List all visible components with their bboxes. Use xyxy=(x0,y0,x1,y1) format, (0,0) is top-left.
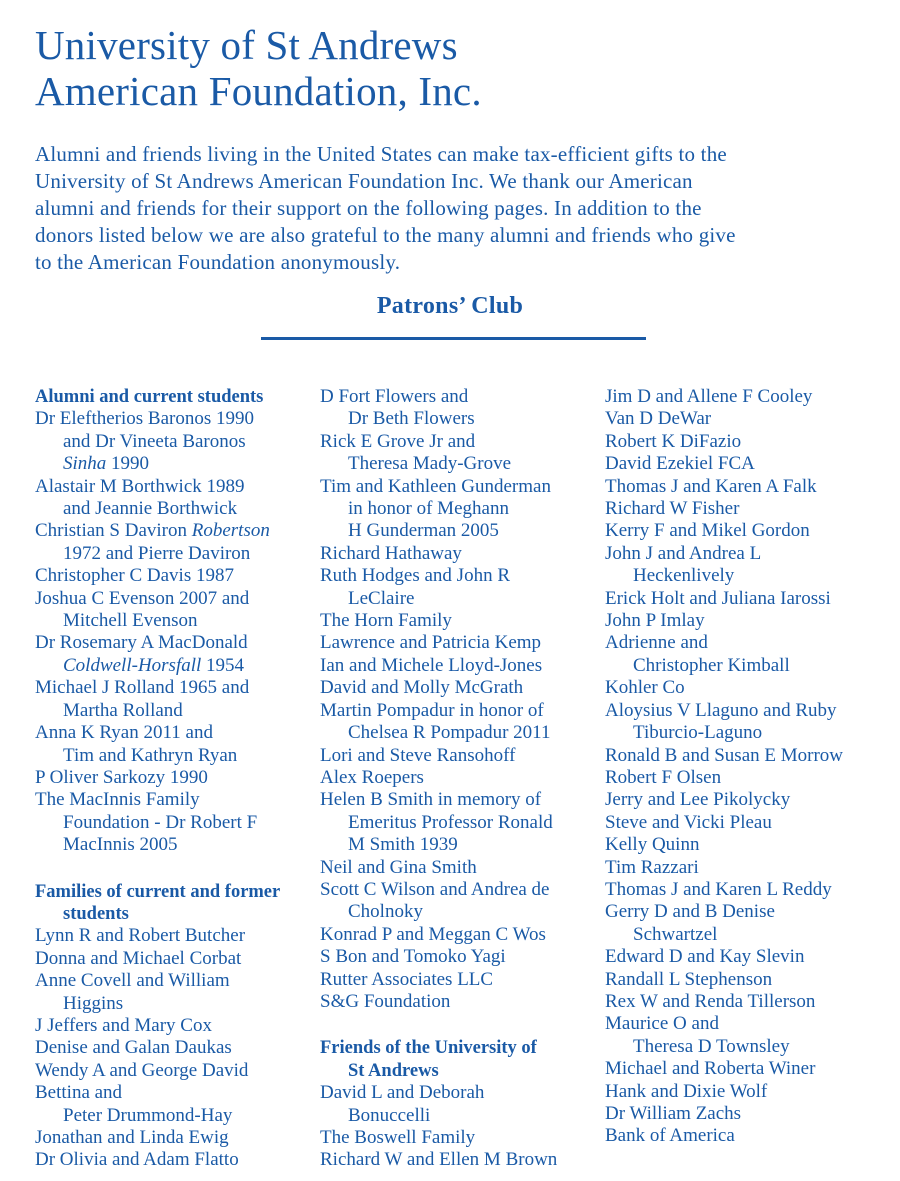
text-segment: David L and Deborah xyxy=(320,1082,485,1104)
text-segment: Bonuccelli xyxy=(348,1104,431,1126)
text-segment: Rutter Associates LLC xyxy=(320,968,494,990)
donor-entry xyxy=(605,834,890,856)
donor-entry xyxy=(605,1058,890,1080)
text-segment: Higgins xyxy=(63,992,124,1014)
donor-entry xyxy=(605,1013,890,1058)
text-segment: Lynn R and Robert Butcher xyxy=(35,925,246,947)
text-segment: Dr Eleftherios Baronos 1990 xyxy=(35,408,254,430)
text-segment: Robert F Olsen xyxy=(605,766,722,788)
text-line xyxy=(320,924,605,946)
text-line xyxy=(320,498,605,520)
donor-column-2 xyxy=(320,386,605,1172)
text-segment: Jim D and Allene F Cooley xyxy=(605,386,813,407)
donor-entry xyxy=(605,677,890,699)
donor-entry xyxy=(320,924,605,946)
text-line xyxy=(605,745,890,767)
donor-entry xyxy=(35,476,320,521)
donor-entry xyxy=(35,1127,320,1149)
text-segment: Donna and Michael Corbat xyxy=(35,947,242,969)
text-segment: The MacInnis Family xyxy=(35,789,200,811)
donor-entry xyxy=(35,948,320,970)
text-line xyxy=(320,610,605,632)
intro-paragraph xyxy=(35,141,736,276)
text-segment: Thomas J and Karen L Reddy xyxy=(605,878,832,900)
text-line xyxy=(605,812,890,834)
text-segment: Van D DeWar xyxy=(605,408,712,430)
text-segment: Kohler Co xyxy=(605,677,685,699)
donor-entry xyxy=(605,498,890,520)
donor-entry xyxy=(320,789,605,856)
text-line xyxy=(605,1081,890,1103)
group-spacer xyxy=(35,857,320,881)
group-header xyxy=(35,386,320,408)
text-line xyxy=(35,948,320,970)
donor-entry xyxy=(605,588,890,610)
text-line xyxy=(605,700,890,722)
donor-entry xyxy=(320,1149,605,1171)
text-segment: Dr Olivia and Adam Flatto xyxy=(35,1149,239,1171)
donor-entry xyxy=(605,453,890,475)
donor-entry xyxy=(320,431,605,476)
text-segment: Lori and Steve Ransohoff xyxy=(320,744,516,766)
text-line xyxy=(605,789,890,811)
donor-entry xyxy=(35,925,320,947)
donor-entry xyxy=(35,767,320,789)
text-line xyxy=(605,610,890,632)
title-line: University of St Andrews xyxy=(35,22,458,68)
donor-entry xyxy=(605,789,890,811)
text-line xyxy=(320,700,605,722)
text-line xyxy=(35,543,320,565)
text-segment: D Fort Flowers and xyxy=(320,386,469,407)
text-segment: Christian S Daviron xyxy=(35,520,192,542)
text-line xyxy=(35,1105,320,1127)
text-line xyxy=(605,476,890,498)
donor-entry xyxy=(320,1082,605,1127)
text-segment: Hank and Dixie Wolf xyxy=(605,1080,768,1102)
donor-entry xyxy=(320,879,605,924)
text-segment: Maurice O and xyxy=(605,1013,719,1035)
text-line xyxy=(605,857,890,879)
text-line xyxy=(320,1060,605,1082)
text-line xyxy=(35,610,320,632)
donor-entry xyxy=(320,1127,605,1149)
text-line xyxy=(35,925,320,947)
text-line xyxy=(35,453,320,475)
donor-entry xyxy=(320,543,605,565)
text-segment: Dr Beth Flowers xyxy=(348,408,475,430)
text-line xyxy=(35,745,320,767)
intro-line: alumni and friends for their support on the following pages. In addition to the xyxy=(35,196,702,220)
text-line xyxy=(35,700,320,722)
text-segment: 1954 xyxy=(201,654,245,676)
donor-entry xyxy=(35,565,320,587)
text-line xyxy=(320,632,605,654)
text-segment: Christopher Kimball xyxy=(633,654,790,676)
donor-entry xyxy=(35,1149,320,1171)
text-segment: H Gunderman 2005 xyxy=(348,520,499,542)
donor-entry xyxy=(320,857,605,879)
text-line xyxy=(605,408,890,430)
text-segment: MacInnis 2005 xyxy=(63,834,178,856)
text-segment: Alumni and current students xyxy=(35,387,264,407)
donor-column-3 xyxy=(605,386,890,1172)
group-header xyxy=(35,881,320,926)
text-line xyxy=(320,969,605,991)
text-segment: Heckenlively xyxy=(633,565,735,587)
text-line xyxy=(320,588,605,610)
donor-entry xyxy=(35,1037,320,1059)
text-segment: Martha Rolland xyxy=(63,699,183,721)
donor-entry xyxy=(605,857,890,879)
text-line xyxy=(605,1013,890,1035)
donor-entry xyxy=(35,588,320,633)
donor-entry xyxy=(320,969,605,991)
donor-entry xyxy=(35,632,320,677)
donor-entry xyxy=(320,386,605,431)
donor-entry xyxy=(35,1060,320,1082)
text-segment: Christopher C Davis 1987 xyxy=(35,565,234,587)
text-line xyxy=(605,767,890,789)
text-segment: Families of current and former xyxy=(35,881,281,902)
text-segment: Michael J Rolland 1965 and xyxy=(35,677,250,699)
text-line xyxy=(320,386,605,408)
text-segment: Edward D and Kay Slevin xyxy=(605,946,805,968)
donor-entry xyxy=(605,520,890,542)
text-line xyxy=(35,498,320,520)
text-segment: David and Molly McGrath xyxy=(320,677,524,699)
donor-entry xyxy=(320,700,605,745)
text-segment: Rex W and Renda Tillerson xyxy=(605,990,816,1012)
text-line xyxy=(605,722,890,744)
text-line xyxy=(605,901,890,923)
text-segment: Jonathan and Linda Ewig xyxy=(35,1127,229,1148)
text-segment: 1990 xyxy=(106,453,150,475)
text-line xyxy=(320,476,605,498)
text-segment: Adrienne and xyxy=(605,632,708,654)
text-line xyxy=(605,991,890,1013)
text-line xyxy=(320,520,605,542)
text-segment: St Andrews xyxy=(348,1060,439,1081)
text-segment: Ruth Hodges and John R xyxy=(320,565,510,587)
text-segment: Gerry D and B Denise xyxy=(605,901,775,923)
text-line xyxy=(320,1105,605,1127)
text-line xyxy=(35,1015,320,1037)
text-segment: Aloysius V Llaguno and Ruby xyxy=(605,699,837,721)
text-segment: Robert K DiFazio xyxy=(605,430,742,452)
text-line xyxy=(35,970,320,992)
text-line xyxy=(320,767,605,789)
text-segment: Dr Rosemary A MacDonald xyxy=(35,632,248,654)
donor-entry xyxy=(605,745,890,767)
text-line xyxy=(320,1149,605,1171)
text-line xyxy=(605,834,890,856)
donor-entry xyxy=(35,677,320,722)
donor-entry xyxy=(320,476,605,543)
text-segment: Tiburcio-Laguno xyxy=(633,722,763,744)
text-segment: Lawrence and Patricia Kemp xyxy=(320,632,542,654)
text-segment: Martin Pompadur in honor of xyxy=(320,699,544,721)
text-line xyxy=(605,879,890,901)
text-segment: 1972 and Pierre Daviron xyxy=(63,542,251,564)
intro-line: to the American Foundation anonymously. xyxy=(35,250,401,274)
text-segment: P Oliver Sarkozy 1990 xyxy=(35,766,208,788)
text-line xyxy=(320,565,605,587)
heading-rule xyxy=(261,337,646,340)
text-segment: Anne Covell and William xyxy=(35,970,230,992)
text-line xyxy=(320,1082,605,1104)
text-segment: Denise and Galan Daukas xyxy=(35,1037,232,1059)
donor-entry xyxy=(605,969,890,991)
text-segment: and Jeannie Borthwick xyxy=(63,498,238,520)
text-line xyxy=(35,386,320,408)
text-line xyxy=(320,1037,605,1059)
text-segment: Steve and Vicki Pleau xyxy=(605,811,772,833)
donor-entry xyxy=(320,632,605,654)
text-segment: Tim Razzari xyxy=(605,856,699,878)
donor-entry xyxy=(605,476,890,498)
donor-entry xyxy=(605,632,890,677)
group-spacer xyxy=(320,1013,605,1037)
text-line xyxy=(605,565,890,587)
text-segment: The Boswell Family xyxy=(320,1127,476,1148)
donor-column-1 xyxy=(35,386,320,1172)
text-line xyxy=(320,857,605,879)
donor-columns xyxy=(35,386,895,1172)
text-line xyxy=(605,453,890,475)
section-title: Patrons’ Club xyxy=(376,293,524,319)
text-line xyxy=(605,1036,890,1058)
text-segment: Schwartzel xyxy=(633,923,718,945)
text-segment: Michael and Roberta Winer xyxy=(605,1058,816,1080)
text-segment: M Smith 1939 xyxy=(348,834,458,856)
donor-entry xyxy=(605,700,890,745)
text-line xyxy=(320,655,605,677)
text-segment: Tim and Kathryn Ryan xyxy=(63,744,238,766)
text-segment: Kelly Quinn xyxy=(605,834,700,856)
text-line xyxy=(605,632,890,654)
text-segment: Erick Holt and Juliana Iarossi xyxy=(605,587,831,609)
text-line xyxy=(320,745,605,767)
italic-text: Coldwell-Horsfall xyxy=(63,654,202,676)
text-line xyxy=(605,498,890,520)
text-line xyxy=(320,789,605,811)
text-segment: Randall L Stephenson xyxy=(605,968,773,990)
donor-entry xyxy=(605,1103,890,1125)
text-line xyxy=(320,543,605,565)
donor-entry xyxy=(35,520,320,565)
text-segment: in honor of Meghann xyxy=(348,498,509,520)
donor-entry xyxy=(605,767,890,789)
text-line xyxy=(35,677,320,699)
text-segment: Ronald B and Susan E Morrow xyxy=(605,744,844,766)
text-segment: Foundation - Dr Robert F xyxy=(63,811,258,833)
text-segment: John P Imlay xyxy=(605,610,705,632)
text-segment: Bank of America xyxy=(605,1125,735,1147)
donor-entry xyxy=(605,946,890,968)
text-line xyxy=(35,431,320,453)
italic-text: Robertson xyxy=(191,520,270,542)
text-segment: The Horn Family xyxy=(320,610,452,632)
text-line xyxy=(605,1058,890,1080)
text-segment: Joshua C Evenson 2007 and xyxy=(35,587,250,609)
text-line xyxy=(35,881,320,903)
text-segment: Anna K Ryan 2011 and xyxy=(35,722,213,744)
text-segment: Richard W Fisher xyxy=(605,498,740,520)
text-line xyxy=(320,991,605,1013)
donor-entry xyxy=(35,408,320,475)
donor-entry xyxy=(320,946,605,968)
donor-entry xyxy=(35,1082,320,1127)
donor-entry xyxy=(320,767,605,789)
text-line xyxy=(35,520,320,542)
donor-entry xyxy=(605,812,890,834)
text-line xyxy=(605,431,890,453)
text-line xyxy=(320,901,605,923)
text-segment: and Dr Vineeta Baronos xyxy=(63,430,246,452)
donor-entry xyxy=(320,745,605,767)
text-line xyxy=(605,543,890,565)
text-segment: Konrad P and Meggan C Wos xyxy=(320,923,546,945)
text-line xyxy=(605,386,890,408)
text-segment: Bettina and xyxy=(35,1082,123,1104)
text-line xyxy=(605,588,890,610)
text-segment: Cholnoky xyxy=(348,901,423,923)
donor-entry xyxy=(35,789,320,856)
text-segment: LeClaire xyxy=(348,587,415,609)
donor-entry xyxy=(605,991,890,1013)
text-line xyxy=(35,588,320,610)
text-line xyxy=(35,789,320,811)
donor-entry xyxy=(605,879,890,901)
text-segment: Dr William Zachs xyxy=(605,1103,742,1124)
text-line xyxy=(35,632,320,654)
text-line xyxy=(320,812,605,834)
page-title xyxy=(35,22,482,114)
text-line xyxy=(35,1149,320,1171)
text-line xyxy=(605,924,890,946)
text-line xyxy=(35,655,320,677)
text-line xyxy=(35,903,320,925)
text-line xyxy=(35,408,320,430)
donor-entry xyxy=(605,431,890,453)
group-header xyxy=(320,1037,605,1082)
text-line xyxy=(320,946,605,968)
text-segment: Kerry F and Mikel Gordon xyxy=(605,520,810,542)
text-segment: Helen B Smith in memory of xyxy=(320,789,542,811)
text-segment: Alastair M Borthwick 1989 xyxy=(35,475,245,497)
text-segment: J Jeffers and Mary Cox xyxy=(35,1014,212,1036)
donor-entry xyxy=(320,677,605,699)
text-segment: Wendy A and George David xyxy=(35,1059,249,1081)
text-line xyxy=(605,520,890,542)
text-line xyxy=(605,677,890,699)
text-line xyxy=(320,408,605,430)
donor-entry xyxy=(605,543,890,588)
donor-entry xyxy=(35,722,320,767)
text-segment: Theresa D Townsley xyxy=(633,1035,790,1057)
text-segment: Tim and Kathleen Gunderman xyxy=(320,475,551,497)
text-line xyxy=(35,1127,320,1149)
text-line xyxy=(605,1103,890,1125)
intro-line: Alumni and friends living in the United States can make tax-efficient gifts to the xyxy=(35,142,727,166)
donor-entry xyxy=(35,970,320,1015)
text-line xyxy=(605,655,890,677)
text-line xyxy=(320,453,605,475)
text-segment: Ian and Michele Lloyd-Jones xyxy=(320,654,543,676)
intro-line: University of St Andrews American Foundation Inc. We thank our American xyxy=(35,169,693,193)
text-segment: Emeritus Professor Ronald xyxy=(348,811,553,833)
text-segment: Mitchell Evenson xyxy=(63,610,198,632)
text-segment: Neil and Gina Smith xyxy=(320,856,477,878)
text-segment: S Bon and Tomoko Yagi xyxy=(320,946,506,968)
text-line xyxy=(320,879,605,901)
text-line xyxy=(320,722,605,744)
text-segment: David Ezekiel FCA xyxy=(605,453,755,475)
donor-entry xyxy=(320,565,605,610)
text-line xyxy=(605,969,890,991)
text-line xyxy=(35,767,320,789)
text-segment: Friends of the University of xyxy=(320,1038,537,1059)
text-segment: Chelsea R Pompadur 2011 xyxy=(348,722,551,744)
italic-text: Sinha xyxy=(63,453,107,475)
donor-entry xyxy=(605,610,890,632)
text-line xyxy=(320,431,605,453)
donor-entry xyxy=(605,408,890,430)
donor-entry xyxy=(320,610,605,632)
donor-entry xyxy=(605,1081,890,1103)
text-segment: Richard Hathaway xyxy=(320,542,462,564)
donor-entry xyxy=(605,1125,890,1147)
text-segment: John J and Andrea L xyxy=(605,542,762,564)
text-line xyxy=(35,834,320,856)
text-segment: Peter Drummond-Hay xyxy=(63,1104,233,1126)
text-segment: S&G Foundation xyxy=(320,990,451,1012)
text-line xyxy=(320,677,605,699)
text-segment: Rick E Grove Jr and xyxy=(320,430,476,452)
text-line xyxy=(35,993,320,1015)
text-segment: Alex Roepers xyxy=(320,766,424,788)
text-segment: Jerry and Lee Pikolycky xyxy=(605,789,791,811)
text-segment: Richard W and Ellen M Brown xyxy=(320,1149,558,1171)
donor-entry xyxy=(605,901,890,946)
donor-entry xyxy=(320,655,605,677)
text-segment: students xyxy=(63,903,129,924)
text-segment: Thomas J and Karen A Falk xyxy=(605,475,817,497)
text-line xyxy=(320,834,605,856)
text-segment: Theresa Mady-Grove xyxy=(348,453,512,475)
text-line xyxy=(35,1037,320,1059)
text-line xyxy=(35,565,320,587)
title-line: American Foundation, Inc. xyxy=(35,68,482,114)
text-line xyxy=(605,1125,890,1147)
intro-line: donors listed below we are also grateful to the many alumni and friends who give xyxy=(35,223,736,247)
text-line xyxy=(35,1082,320,1104)
text-line xyxy=(35,812,320,834)
donor-entry xyxy=(320,991,605,1013)
text-line xyxy=(35,476,320,498)
text-line xyxy=(605,946,890,968)
text-segment: Scott C Wilson and Andrea de xyxy=(320,878,550,900)
text-line xyxy=(35,1060,320,1082)
donor-entry xyxy=(35,1015,320,1037)
text-line xyxy=(35,722,320,744)
text-line xyxy=(320,1127,605,1149)
donor-entry xyxy=(605,386,890,408)
